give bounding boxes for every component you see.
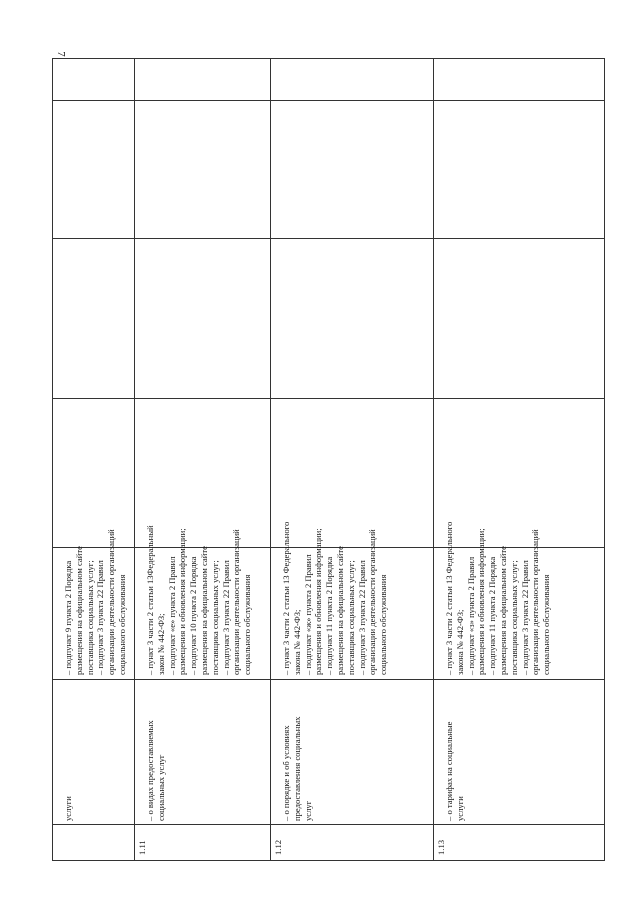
- table-cell: [271, 59, 433, 101]
- cell-num: 1.12: [273, 839, 283, 855]
- table-cell: [53, 825, 134, 860]
- table-row: [271, 59, 434, 860]
- cell-name: услуги: [63, 796, 73, 821]
- cell-num: 1.11: [137, 840, 147, 855]
- cell-name: – о порядке и об условиях предоставления социальных услуг: [281, 716, 313, 821]
- table-cell: [53, 101, 134, 239]
- cell-num: 1.13: [436, 839, 446, 855]
- cell-basis: – пункт 3 части 2 статьи 13 Федерального закона № 442-ФЗ; – подпункт «з» пункта 2 Правил размещения и обновления информации; – подпункт 11 пункта 2 Порядка размещения на официальном сайте поставщика социальных услуг; – подпункт 3 пункта 22 Правил организации деятельности организаций социального обслуживания: [444, 521, 552, 675]
- table-cell: [271, 825, 433, 860]
- cell-basis: – подпункт 9 пункта 2 Порядка размещения на официальном сайте поставщика социальных услуг; – подпункт 3 пункта 22 Правил организации деятельности организаций социального обслуживания: [63, 529, 127, 675]
- cell-name: – о тарифах на социальные услуги: [444, 721, 465, 821]
- table-row: [434, 59, 604, 860]
- cell-name: – о видах предоставляемых социальных услуг: [145, 720, 166, 821]
- table-cell: [434, 101, 604, 239]
- table-row: [135, 59, 271, 860]
- document-table: [52, 58, 605, 861]
- page-number: 7: [54, 51, 67, 57]
- table-cell: [135, 59, 270, 101]
- cell-basis: – пункт 3 части 2 статьи 13Федеральный закон № 442-ФЗ; – подпункт «е» пункта 2 Правил размещения и обновления информации; – подпункт 10 пункта 2 Порядка размещения на официальном сайте поставщика социальных услуг; – подпункт 3 пункта 22 Правил организации деятельности организаций социального обслуживания: [145, 525, 253, 675]
- table-cell: [53, 59, 134, 101]
- table-cell: [135, 239, 270, 399]
- table-cell: [53, 239, 134, 399]
- table-cell: [434, 59, 604, 101]
- table-cell: [271, 239, 433, 399]
- cell-basis: – пункт 3 части 2 статьи 13 Федерального закона № 442-ФЗ; – подпункт «ж» пункта 2 Правил размещения и обновления информации; – подпункт 11 пункта 2 Порядка размещения на официальном сайте поставщика социальных услуг; – подпункт 3 пункта 22 Правил организации деятельности организаций социального обслуживания: [281, 521, 389, 675]
- table-cell: [135, 825, 270, 860]
- table-cell: [53, 399, 134, 548]
- table-row: [53, 59, 135, 860]
- table-cell: [434, 239, 604, 399]
- table-cell: [135, 101, 270, 239]
- table-cell: [434, 825, 604, 860]
- table-cell: [271, 101, 433, 239]
